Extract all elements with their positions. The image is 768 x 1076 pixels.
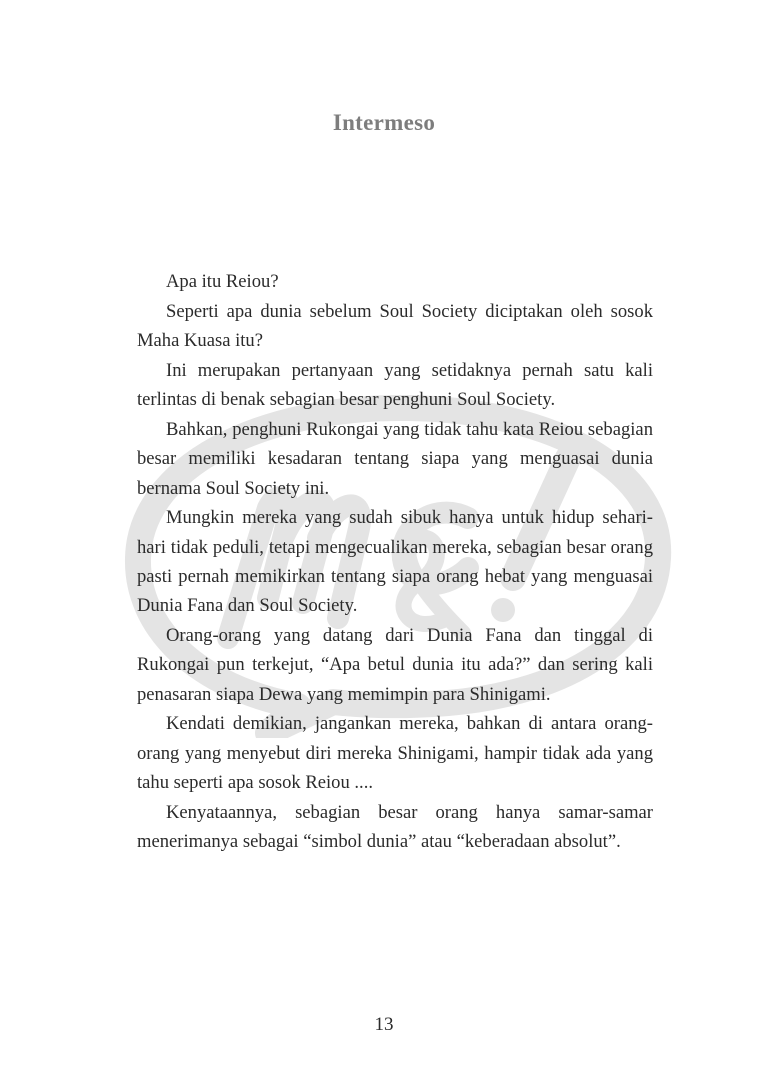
paragraph: Ini merupakan pertanyaan yang setidaknya pernah satu kali terlintas di benak sebagian besar penghuni Soul Society.: [137, 359, 653, 411]
body-text: [137, 267, 653, 857]
paragraph: Kenyataannya, sebagian besar orang hanya samar-samar menerimanya sebagai “simbol dunia” atau “keberadaan absolut”.: [137, 801, 653, 853]
paragraph: Orang-orang yang datang dari Dunia Fana dan tinggal di Rukongai pun terkejut, “Apa betul dunia itu ada?” dan sering kali penasaran siapa Dewa yang memimpin para Shinigami.: [137, 625, 653, 705]
paragraph: Kendati demikian, jangankan mereka, bahkan di antara orang-orang yang menyebut diri mereka Shinigami, hampir tidak ada yang tahu seperti apa sosok Reiou ....: [137, 713, 653, 794]
paragraph: Seperti apa dunia sebelum Soul Society diciptakan oleh sosok Maha Kuasa itu?: [137, 300, 653, 352]
chapter-title: Intermeso: [332, 110, 436, 135]
page-number: 13: [374, 1014, 394, 1035]
paragraph: Apa itu Reiou?: [166, 271, 279, 292]
paragraph: Mungkin mereka yang sudah sibuk hanya untuk hidup sehari-hari tidak peduli, tetapi mengecualikan mereka, sebagian besar orang pasti pernah memikirkan tentang siapa orang hebat yang menguasai Dunia Fana dan Soul Society.: [137, 507, 653, 617]
paragraph: Bahkan, penghuni Rukongai yang tidak tahu kata Reiou sebagian besar memiliki kesadaran tentang siapa yang menguasai dunia bernama Soul Society ini.: [137, 418, 653, 499]
